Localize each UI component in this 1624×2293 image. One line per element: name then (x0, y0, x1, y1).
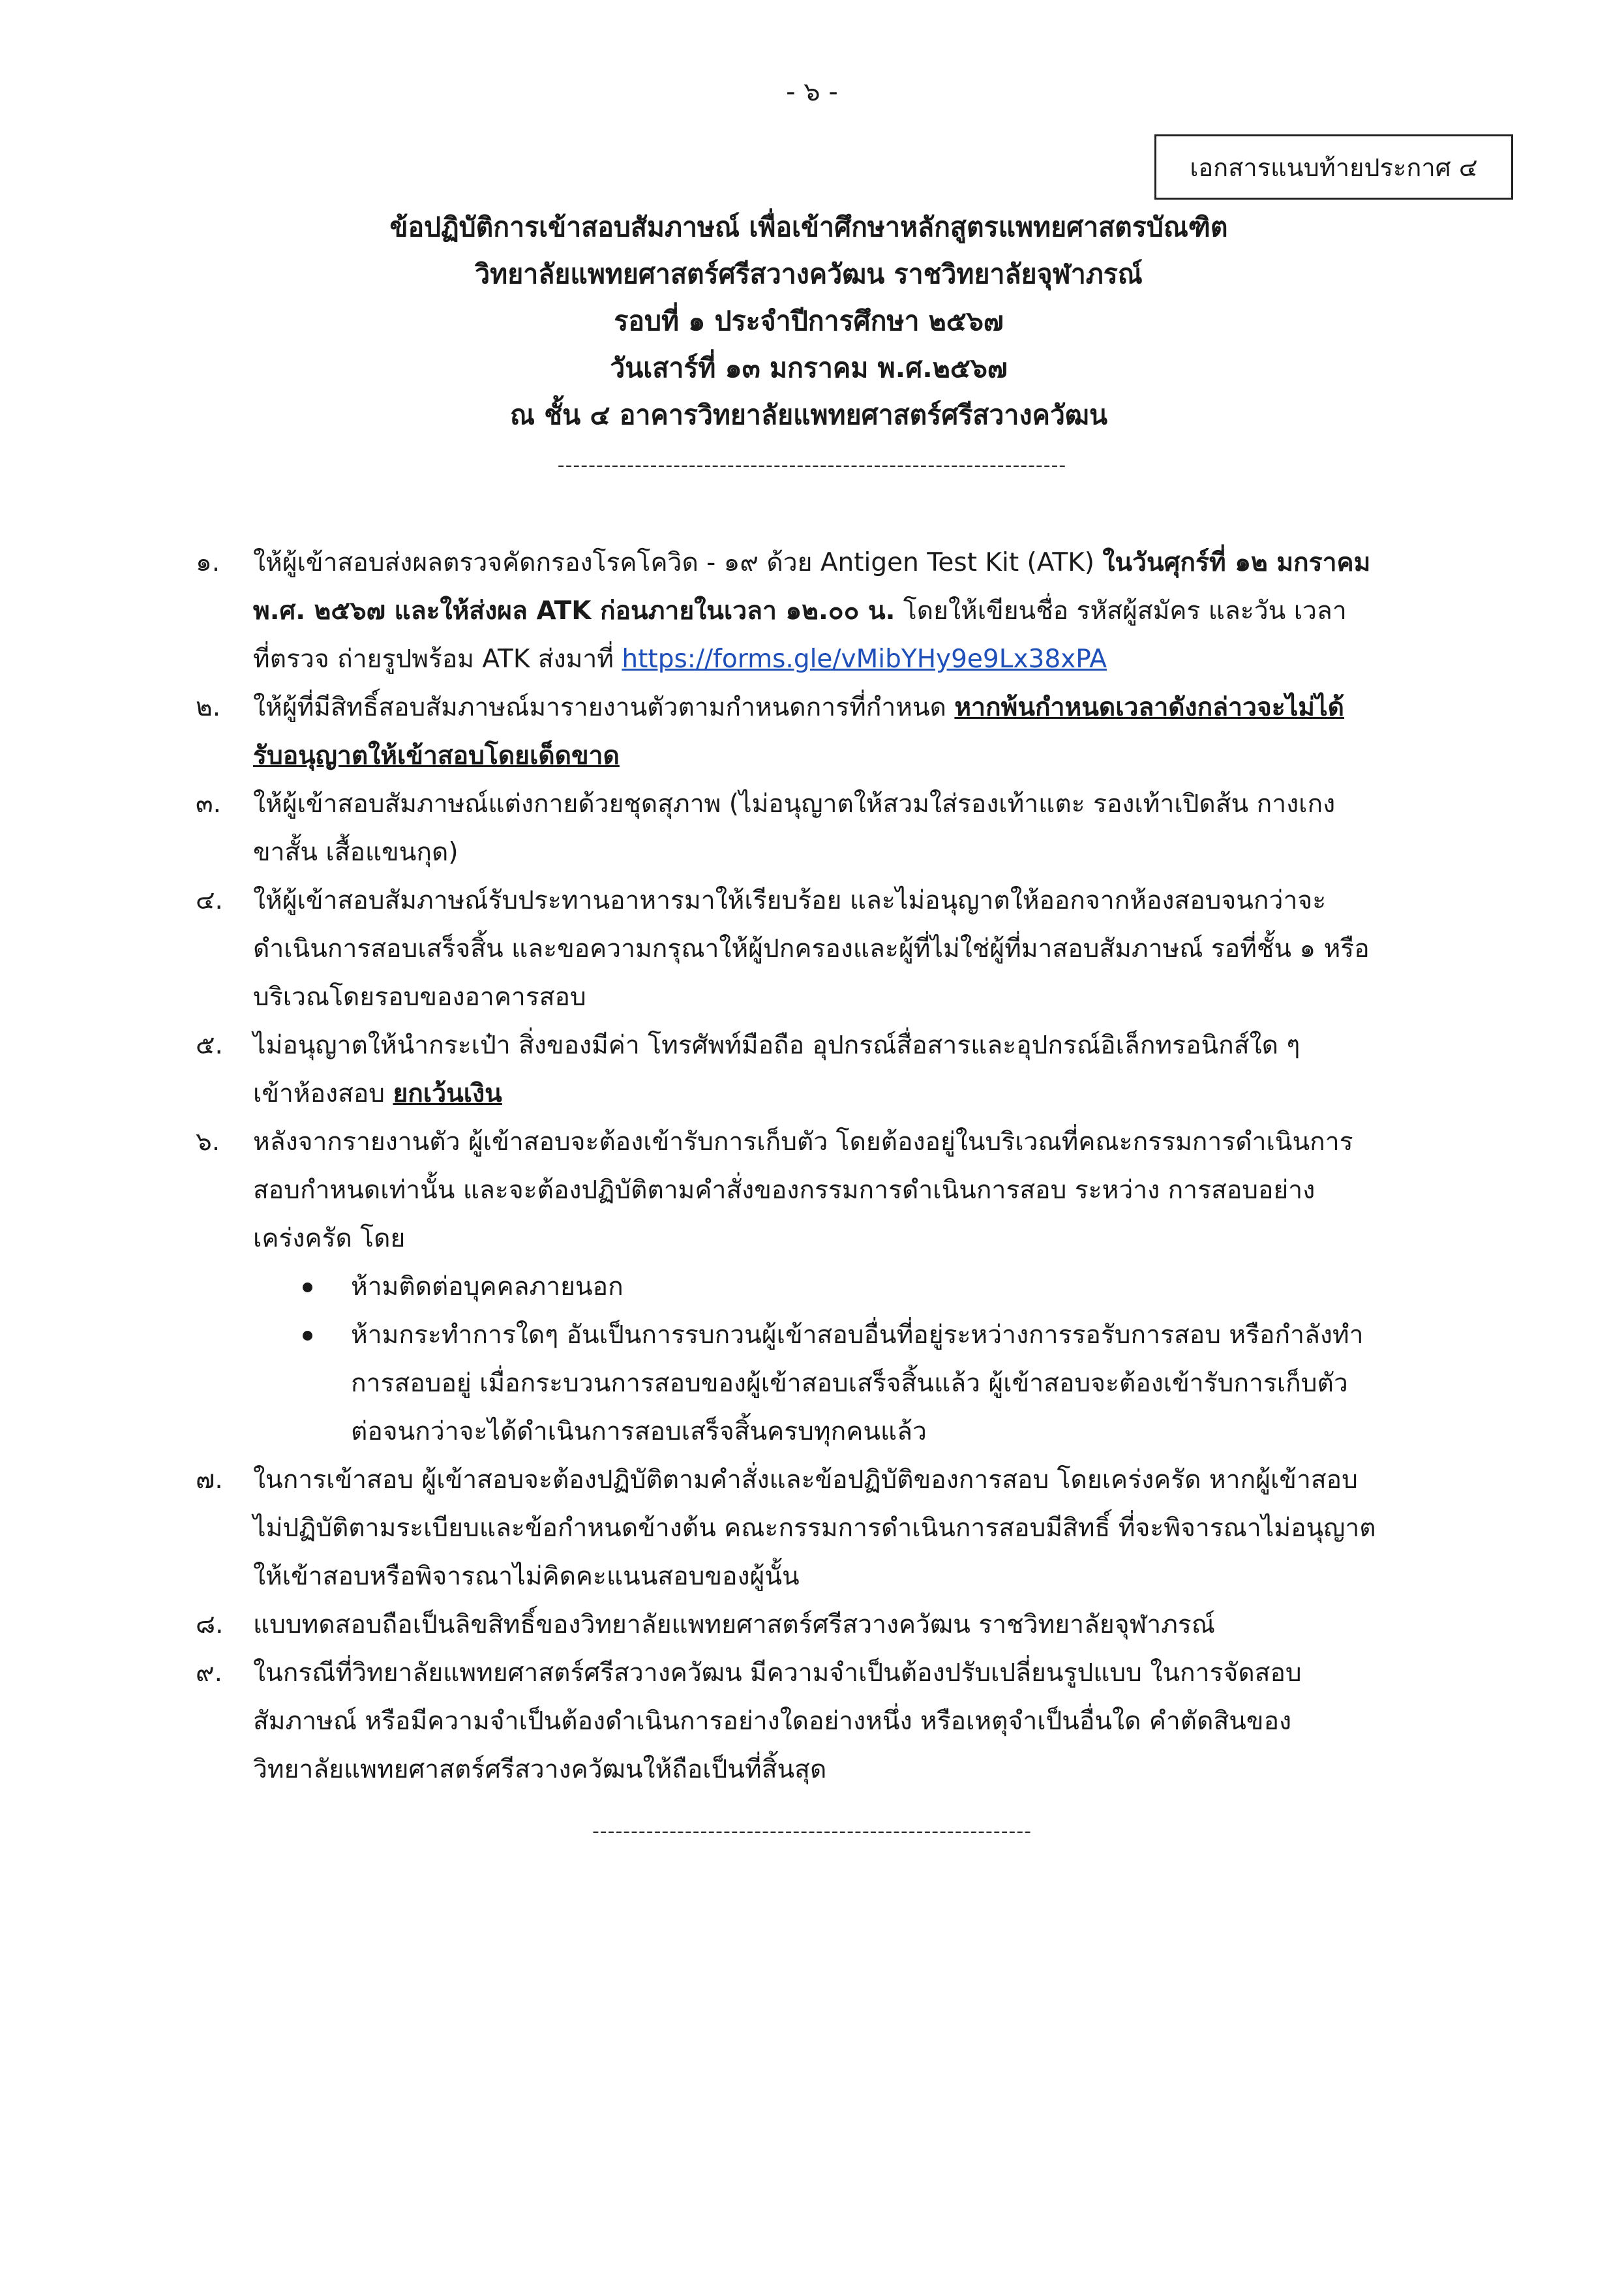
bullet-item-2 (253, 1311, 1474, 1456)
item-9-line-3: วิทยาลัยแพทยศาสตร์ศรีสวางควัฒนให้ถือเป็นที่สิ้นสุด (253, 1755, 827, 1784)
item-7-line-2: ไม่ปฏิบัติตามระเบียบและข้อกำหนดข้างต้น คณะกรรมการดำเนินการสอบมีสิทธิ์ ที่จะพิจารณาไม่อนุญาต (253, 1513, 1376, 1543)
text: ให้ผู้เข้าสอบส่งผลตรวจคัดกรองโรคโควิด - ๑๙ ด้วย Antigen Test Kit (ATK) (253, 548, 1103, 577)
text: ให้ผู้ที่มีสิทธิ์สอบสัมภาษณ์มารายงานตัวตามกำหนดการที่กำหนด (253, 693, 955, 722)
item-7-line-1: ในการเข้าสอบ ผู้เข้าสอบจะต้องปฏิบัติตามคำสั่งและข้อปฏิบัติของการสอบ โดยเคร่งครัด หากผู้เข้าสอบ (253, 1465, 1358, 1495)
bullet-icon (303, 1331, 312, 1341)
rule-item-9 (196, 1649, 1474, 1794)
item-9-line-1: ในกรณีที่วิทยาลัยแพทยศาสตร์ศรีสวางควัฒน มีความจำเป็นต้องปรับเปลี่ยนรูปแบบ ในการจัดสอบ (253, 1658, 1302, 1688)
bullet-2-line-3: ต่อจนกว่าจะได้ดำเนินการสอบเสร็จสิ้นครบทุกคนแล้ว (351, 1417, 927, 1446)
annex-label-box (1154, 134, 1513, 200)
bullet-item-1 (253, 1263, 1474, 1311)
item-number: ๔. (196, 886, 223, 915)
rule-item-7 (196, 1456, 1474, 1601)
heading-line-5: ณ ชั้น ๔ อาคารวิทยาลัยแพทยศาสตร์ศรีสวางควัฒน (510, 399, 1107, 431)
rule-item-4 (196, 877, 1474, 1022)
bullet-icon (303, 1283, 312, 1292)
bold-text: พ.ศ. ๒๕๖๗ และให้ส่งผล ATK ก่อนภายในเวลา ๑๒.๐๐ น. (253, 596, 895, 626)
item-2-line-1 (253, 684, 1474, 732)
bold-text: ในวันศุกร์ที่ ๑๒ มกราคม (1102, 548, 1371, 577)
bold-underline-text: ยกเว้นเงิน (393, 1079, 502, 1108)
text: เข้าห้องสอบ (253, 1079, 393, 1108)
item-4-line-1: ให้ผู้เข้าสอบสัมภาษณ์รับประทานอาหารมาให้เรียบร้อย และไม่อนุญาตให้ออกจากห้องสอบจนกว่าจะ (253, 886, 1327, 915)
item-number: ๑. (196, 548, 220, 577)
item-6-line-1: หลังจากรายงานตัว ผู้เข้าสอบจะต้องเข้ารับการเก็บตัว โดยต้องอยู่ในบริเวณที่คณะกรรมการดำเนินการ (253, 1127, 1353, 1157)
item-6-line-2: สอบกำหนดเท่านั้น และจะต้องปฏิบัติตามคำสั่งของกรรมการดำเนินการสอบ ระหว่าง การสอบอย่าง (253, 1176, 1316, 1205)
item-5-line-1: ไม่อนุญาตให้นำกระเป๋า สิ่งของมีค่า โทรศัพท์มือถือ อุปกรณ์สื่อสารและอุปกรณ์อิเล็กทรอนิกส์ใด ๆ (253, 1031, 1301, 1060)
item-number: ๙. (196, 1658, 222, 1688)
annex-label: เอกสารแนบท้ายประกาศ ๔ (1190, 153, 1478, 182)
item-3-line-1: ให้ผู้เข้าสอบสัมภาษณ์แต่งกายด้วยชุดสุภาพ (ไม่อนุญาตให้สวมใส่รองเท้าแตะ รองเท้าเปิดส้น กางเกง (253, 789, 1336, 819)
item-number: ๘. (196, 1610, 224, 1639)
rules-list (196, 539, 1474, 1794)
item-8-line-1: แบบทดสอบถือเป็นลิขสิทธิ์ของวิทยาลัยแพทยศาสตร์ศรีสวางควัฒน ราชวิทยาลัยจุฬาภรณ์ (253, 1610, 1215, 1639)
rule-item-2 (196, 684, 1474, 780)
document-heading (196, 204, 1422, 438)
item-1-line-2 (253, 587, 1474, 635)
bullet-1-line-1: ห้ามติดต่อบุคคลภายนอก (351, 1272, 624, 1301)
bold-underline-text: รับอนุญาตให้เข้าสอบโดยเด็ดขาด (253, 741, 620, 770)
bullet-2-line-1: ห้ามกระทำการใดๆ อันเป็นการรบกวนผู้เข้าสอบอื่นที่อยู่ระหว่างการรอรับการสอบ หรือกำลังทำ (351, 1320, 1364, 1350)
item-7-line-3: ให้เข้าสอบหรือพิจารณาไม่คิดคะแนนสอบของผู้นั้น (253, 1562, 800, 1591)
bold-underline-text: หากพ้นกำหนดเวลาดังกล่าวจะไม่ได้ (954, 693, 1344, 722)
heading-line-2: วิทยาลัยแพทยศาสตร์ศรีสวางควัฒน ราชวิทยาลัยจุฬาภรณ์ (475, 258, 1143, 290)
item-5-line-2 (253, 1070, 1474, 1118)
item-4-line-2: ดำเนินการสอบเสร็จสิ้น และขอความกรุณาให้ผู้ปกครองและผู้ที่ไม่ใช่ผู้ที่มาสอบสัมภาษณ์ รอที่ชั้น ๑ หรือ (253, 934, 1370, 964)
item-2-line-2 (253, 732, 1474, 780)
form-link[interactable]: https://forms.gle/vMibYHy9e9Lx38xPA (622, 645, 1107, 674)
text: โดยให้เขียนชื่อ รหัสผู้สมัคร และวัน เวลา (895, 596, 1347, 626)
heading-line-3: รอบที่ ๑ ประจำปีการศึกษา ๒๕๖๗ (614, 305, 1004, 337)
separator-top: ------------------------------------------------------------------ (557, 454, 1067, 477)
heading-line-1: ข้อปฏิบัติการเข้าสอบสัมภาษณ์ เพื่อเข้าศึกษาหลักสูตรแพทยศาสตรบัณฑิต (389, 211, 1228, 243)
item-1-line-1 (253, 539, 1474, 587)
bullet-2-line-2: การสอบอยู่ เมื่อกระบวนการสอบของผู้เข้าสอบเสร็จสิ้นแล้ว ผู้เข้าสอบจะต้องเข้ารับการเก็บตัว (351, 1369, 1348, 1398)
item-6-line-3: เคร่งครัด โดย (253, 1224, 406, 1253)
item-3-line-2: ขาสั้น เสื้อแขนกุด) (253, 838, 459, 867)
rule-item-1 (196, 539, 1474, 684)
heading-line-4: วันเสาร์ที่ ๑๓ มกราคม พ.ศ.๒๕๖๗ (610, 352, 1008, 384)
rule-item-3 (196, 780, 1474, 877)
item-number: ๓. (196, 789, 222, 819)
item-number: ๗. (196, 1465, 223, 1495)
page-number: - ๖ - (786, 77, 838, 107)
item-number: ๕. (196, 1031, 223, 1060)
rule-item-5 (196, 1022, 1474, 1118)
text: ที่ตรวจ ถ่ายรูปพร้อม ATK ส่งมาที่ (253, 645, 622, 674)
item-number: ๖. (196, 1127, 220, 1157)
item-1-line-3 (253, 635, 1474, 684)
separator-bottom: --------------------------------------------------------- (592, 1820, 1032, 1843)
rule-item-6 (196, 1118, 1474, 1456)
rule-item-8 (196, 1601, 1474, 1649)
item-number: ๒. (196, 693, 221, 722)
item-4-line-3: บริเวณโดยรอบของอาคารสอบ (253, 982, 586, 1012)
item-9-line-2: สัมภาษณ์ หรือมีความจำเป็นต้องดำเนินการอย่างใดอย่างหนึ่ง หรือเหตุจำเป็นอื่นใด คำตัดสินของ (253, 1707, 1292, 1736)
